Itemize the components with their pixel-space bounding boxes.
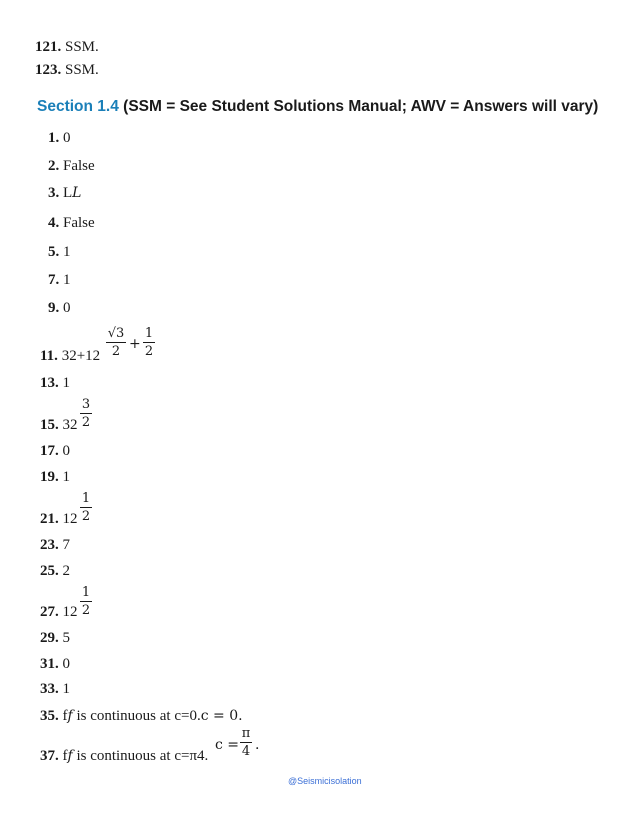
answer-text: False (63, 215, 95, 231)
answer-number: 15. (40, 417, 59, 433)
answer-23 (40, 536, 70, 554)
answer-text: L (63, 185, 73, 201)
answer-13 (40, 374, 70, 392)
answer-text: 0 (62, 656, 70, 672)
fraction-numerator: 1 (144, 326, 154, 341)
fraction-bar (80, 413, 92, 414)
answer-text: 1 (63, 272, 71, 288)
answer-3 (48, 184, 81, 202)
answer-17 (40, 442, 70, 460)
fraction-bar (143, 342, 155, 343)
answer-35 (40, 707, 243, 725)
answer-1 (48, 129, 71, 147)
answer-text: 5 (62, 630, 70, 646)
fraction-numerator: 1 (81, 585, 91, 600)
section-heading (37, 98, 598, 116)
answer-5 (48, 243, 71, 261)
fraction-denominator: 2 (81, 603, 91, 618)
answer-number: 35. (40, 708, 59, 724)
answer-29 (40, 629, 70, 647)
math-plus: + (129, 336, 141, 352)
answer-math: L (72, 185, 82, 201)
answer-number: 123. (35, 62, 62, 78)
answer-31 (40, 655, 70, 673)
answer-text: 12 (62, 511, 78, 527)
answer-text: 2 (62, 563, 70, 579)
answer-text: 0 (63, 300, 71, 316)
answer-number: 25. (40, 563, 59, 579)
answer-27 (40, 603, 78, 621)
fraction-numerator: π (241, 726, 251, 741)
answer-121 (35, 38, 99, 56)
answer-number: 5. (48, 244, 60, 260)
answer-33 (40, 680, 70, 698)
answer-9 (48, 299, 71, 317)
answer-19 (40, 468, 70, 486)
answer-text: 1 (63, 244, 71, 260)
fraction-bar (80, 601, 92, 602)
answer-number: 33. (40, 681, 59, 697)
answer-text: 32 (62, 417, 78, 433)
answer-text: 0 (62, 443, 70, 459)
answer-21 (40, 510, 78, 528)
section-label: Section 1.4 (37, 98, 119, 115)
answer-number: 121. (35, 39, 62, 55)
answer-number: 9. (48, 300, 60, 316)
fraction-numerator: √3 (107, 326, 125, 341)
math-fraction (80, 397, 92, 430)
answer-number: 13. (40, 375, 59, 391)
answer-text: 7 (62, 537, 70, 553)
answer-number: 27. (40, 604, 59, 620)
answer-37 (40, 747, 208, 765)
answer-number: 21. (40, 511, 59, 527)
answer-text: 0 (63, 130, 71, 146)
fraction-denominator: 2 (81, 415, 91, 430)
answer-number: 4. (48, 215, 60, 231)
math-period: . (255, 737, 260, 753)
answer-text: False (63, 158, 95, 174)
section-note: (SSM = See Student Solutions Manual; AWV = Answers will vary) (123, 98, 599, 115)
answer-number: 3. (48, 185, 60, 201)
fraction-numerator: 3 (81, 397, 91, 412)
fraction-bar (240, 742, 252, 743)
answer-math: f (67, 708, 73, 724)
fraction-numerator: 1 (81, 491, 91, 506)
answer-15 (40, 416, 78, 434)
math-fraction (106, 326, 126, 359)
answer-7 (48, 271, 71, 289)
answer-math: f (67, 748, 73, 764)
answer-number: 31. (40, 656, 59, 672)
fraction-denominator: 4 (241, 744, 251, 759)
watermark: @Seismicisolation (288, 776, 362, 786)
answer-text: 1 (62, 375, 70, 391)
answer-text: is continuous at c=π4. (72, 748, 209, 764)
answer-text: is continuous at c=0. (72, 708, 201, 724)
answer-text: 1 (62, 681, 70, 697)
fraction-bar (106, 342, 126, 343)
fraction-denominator: 2 (111, 344, 121, 359)
math-fraction (240, 726, 252, 759)
fraction-denominator: 2 (81, 509, 91, 524)
math-fraction (80, 491, 92, 524)
answer-text: f (62, 748, 68, 764)
answer-123 (35, 61, 99, 79)
math-fraction (80, 585, 92, 618)
math-fraction (143, 326, 155, 359)
answer-text: 32+12 (61, 348, 101, 364)
answer-number: 29. (40, 630, 59, 646)
answer-text: 1 (62, 469, 70, 485)
answer-math: c = 0. (200, 708, 243, 724)
math-expression: c = (215, 737, 240, 753)
answer-number: 1. (48, 130, 60, 146)
answer-number: 2. (48, 158, 60, 174)
answer-25 (40, 562, 70, 580)
fraction-bar (80, 507, 92, 508)
answer-text: SSM. (65, 39, 99, 55)
answer-number: 11. (40, 348, 58, 364)
answer-text: 12 (62, 604, 78, 620)
answer-number: 37. (40, 748, 59, 764)
fraction-denominator: 2 (144, 344, 154, 359)
answer-text: SSM. (65, 62, 99, 78)
answer-number: 7. (48, 272, 60, 288)
answer-2 (48, 157, 95, 175)
answer-number: 17. (40, 443, 59, 459)
answer-number: 23. (40, 537, 59, 553)
answer-number: 19. (40, 469, 59, 485)
answer-11 (40, 347, 100, 365)
answer-text: f (62, 708, 68, 724)
answer-4 (48, 214, 95, 232)
